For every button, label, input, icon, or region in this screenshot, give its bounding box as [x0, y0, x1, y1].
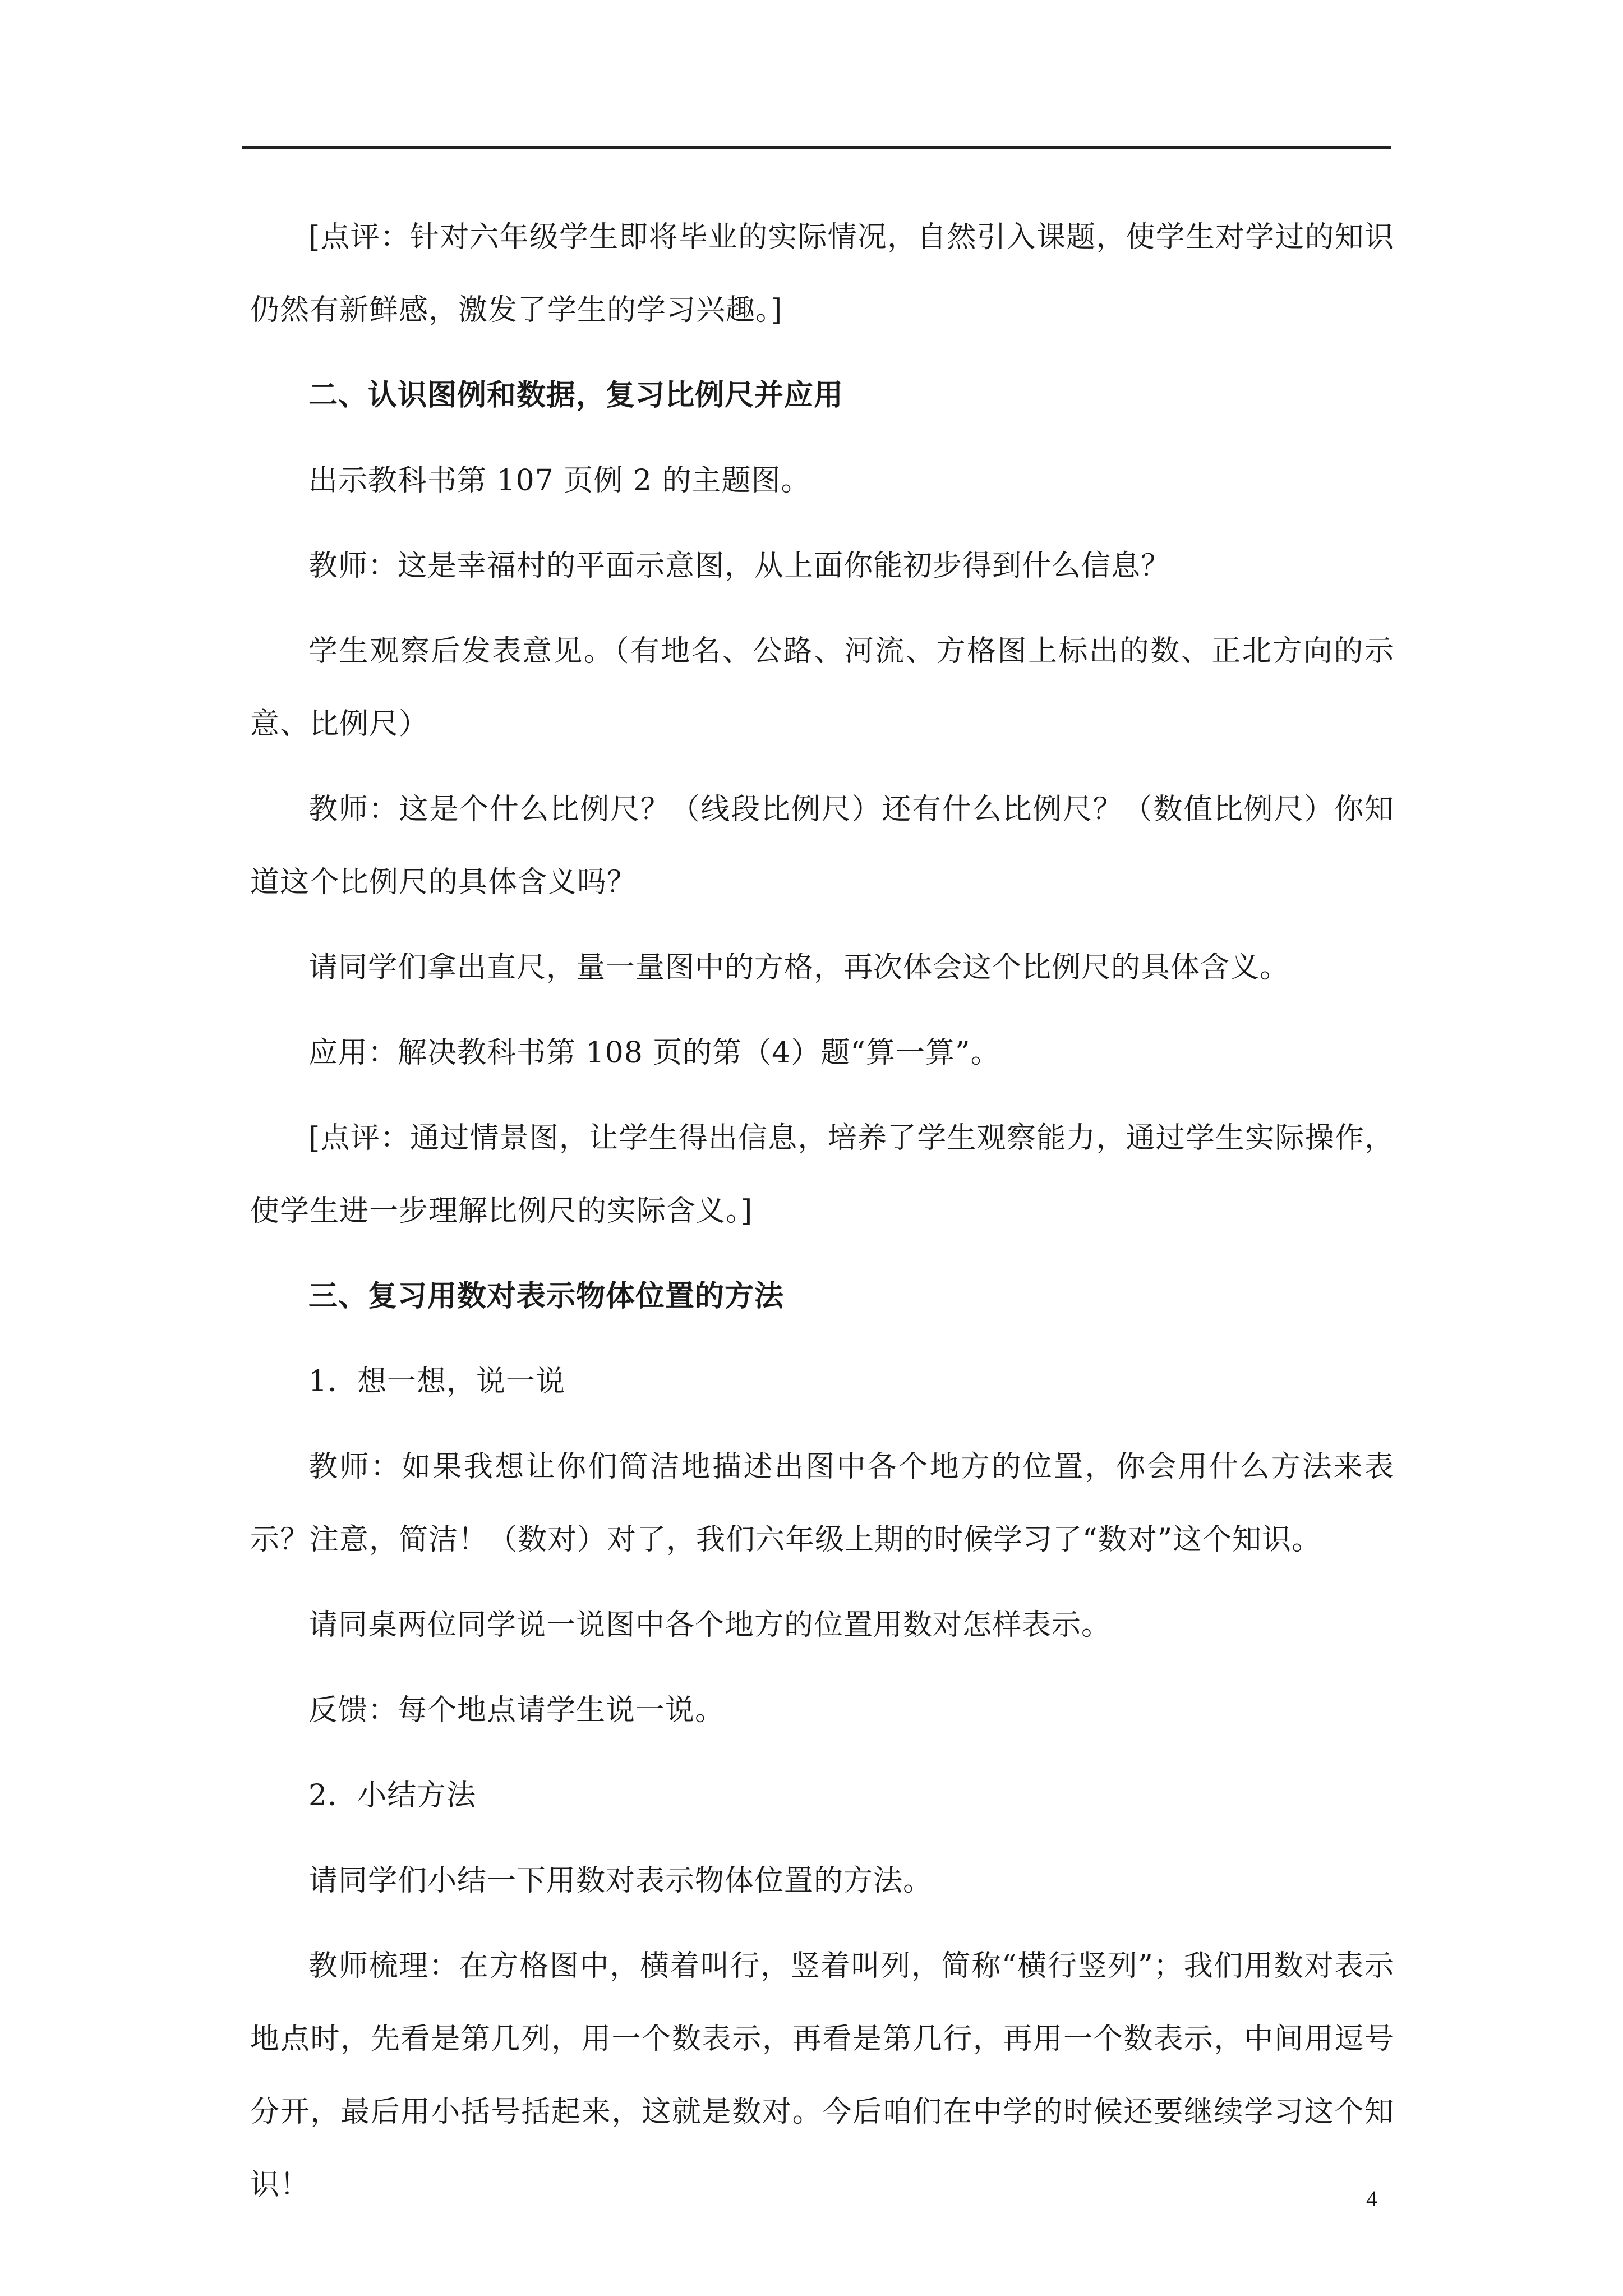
subheading-summary: 2．小结方法 [308, 1779, 477, 1812]
paragraph-summary-request: 请同学们小结一下用数对表示物体位置的方法。 [308, 1864, 933, 1898]
paragraph-student-observation: 学生观察后发表意见。（有地名、公路、河流、方格图上标出的数、正北方向的示意、比例尺） [250, 634, 1394, 741]
paragraph-feedback: 反馈：每个地点请学生说一说。 [308, 1694, 725, 1727]
paragraph-application: 应用：解决教科书第 108 页的第（4）题“算一算”。 [308, 1036, 1000, 1070]
paragraph-show-figure: 出示教科书第 107 页例 2 的主题图。 [308, 464, 811, 498]
document-body [250, 201, 1394, 2221]
comment-paragraph: [点评：针对六年级学生即将毕业的实际情况，自然引入课题，使学生对学过的知识仍然有新鲜感，激发了学生的学习兴趣。] [250, 220, 1394, 327]
section-heading-2: 二、认识图例和数据，复习比例尺并应用 [308, 378, 844, 412]
header-rule [242, 146, 1391, 149]
section-heading-3: 三、复习用数对表示物体位置的方法 [308, 1279, 785, 1313]
paragraph-pair-discussion: 请同桌两位同学说一说图中各个地方的位置用数对怎样表示。 [308, 1608, 1112, 1642]
comment-paragraph: [点评：通过情景图，让学生得出信息，培养了学生观察能力，通过学生实际操作，使学生进一步理解比例尺的实际含义。] [250, 1121, 1394, 1228]
paragraph-teacher-question: 教师：这是幸福村的平面示意图，从上面你能初步得到什么信息？ [308, 549, 1171, 583]
page-number: 4 [1366, 2186, 1377, 2211]
paragraph-scale-question: 教师：这是个什么比例尺？（线段比例尺）还有什么比例尺？（数值比例尺）你知道这个比例尺的具体含义吗？ [250, 793, 1394, 899]
paragraph-teacher-number-pair: 教师：如果我想让你们简洁地描述出图中各个地方的位置，你会用什么方法来表示？注意，简洁！（数对）对了，我们六年级上期的时候学习了“数对”这个知识。 [250, 1450, 1394, 1557]
paragraph-teacher-summary: 教师梳理：在方格图中，横着叫行，竖着叫列，简称“横行竖列”；我们用数对表示地点时，先看是第几列，用一个数表示，再看是第几行，再用一个数表示，中间用逗号分开，最后用小括号括起来，这就是数对。今后咱们在中学的时候还要继续学习这个知识！ [250, 1949, 1394, 2202]
paragraph-ruler-activity: 请同学们拿出直尺，量一量图中的方格，再次体会这个比例尺的具体含义。 [308, 951, 1290, 984]
subheading-think-say: 1．想一想，说一说 [308, 1365, 566, 1398]
